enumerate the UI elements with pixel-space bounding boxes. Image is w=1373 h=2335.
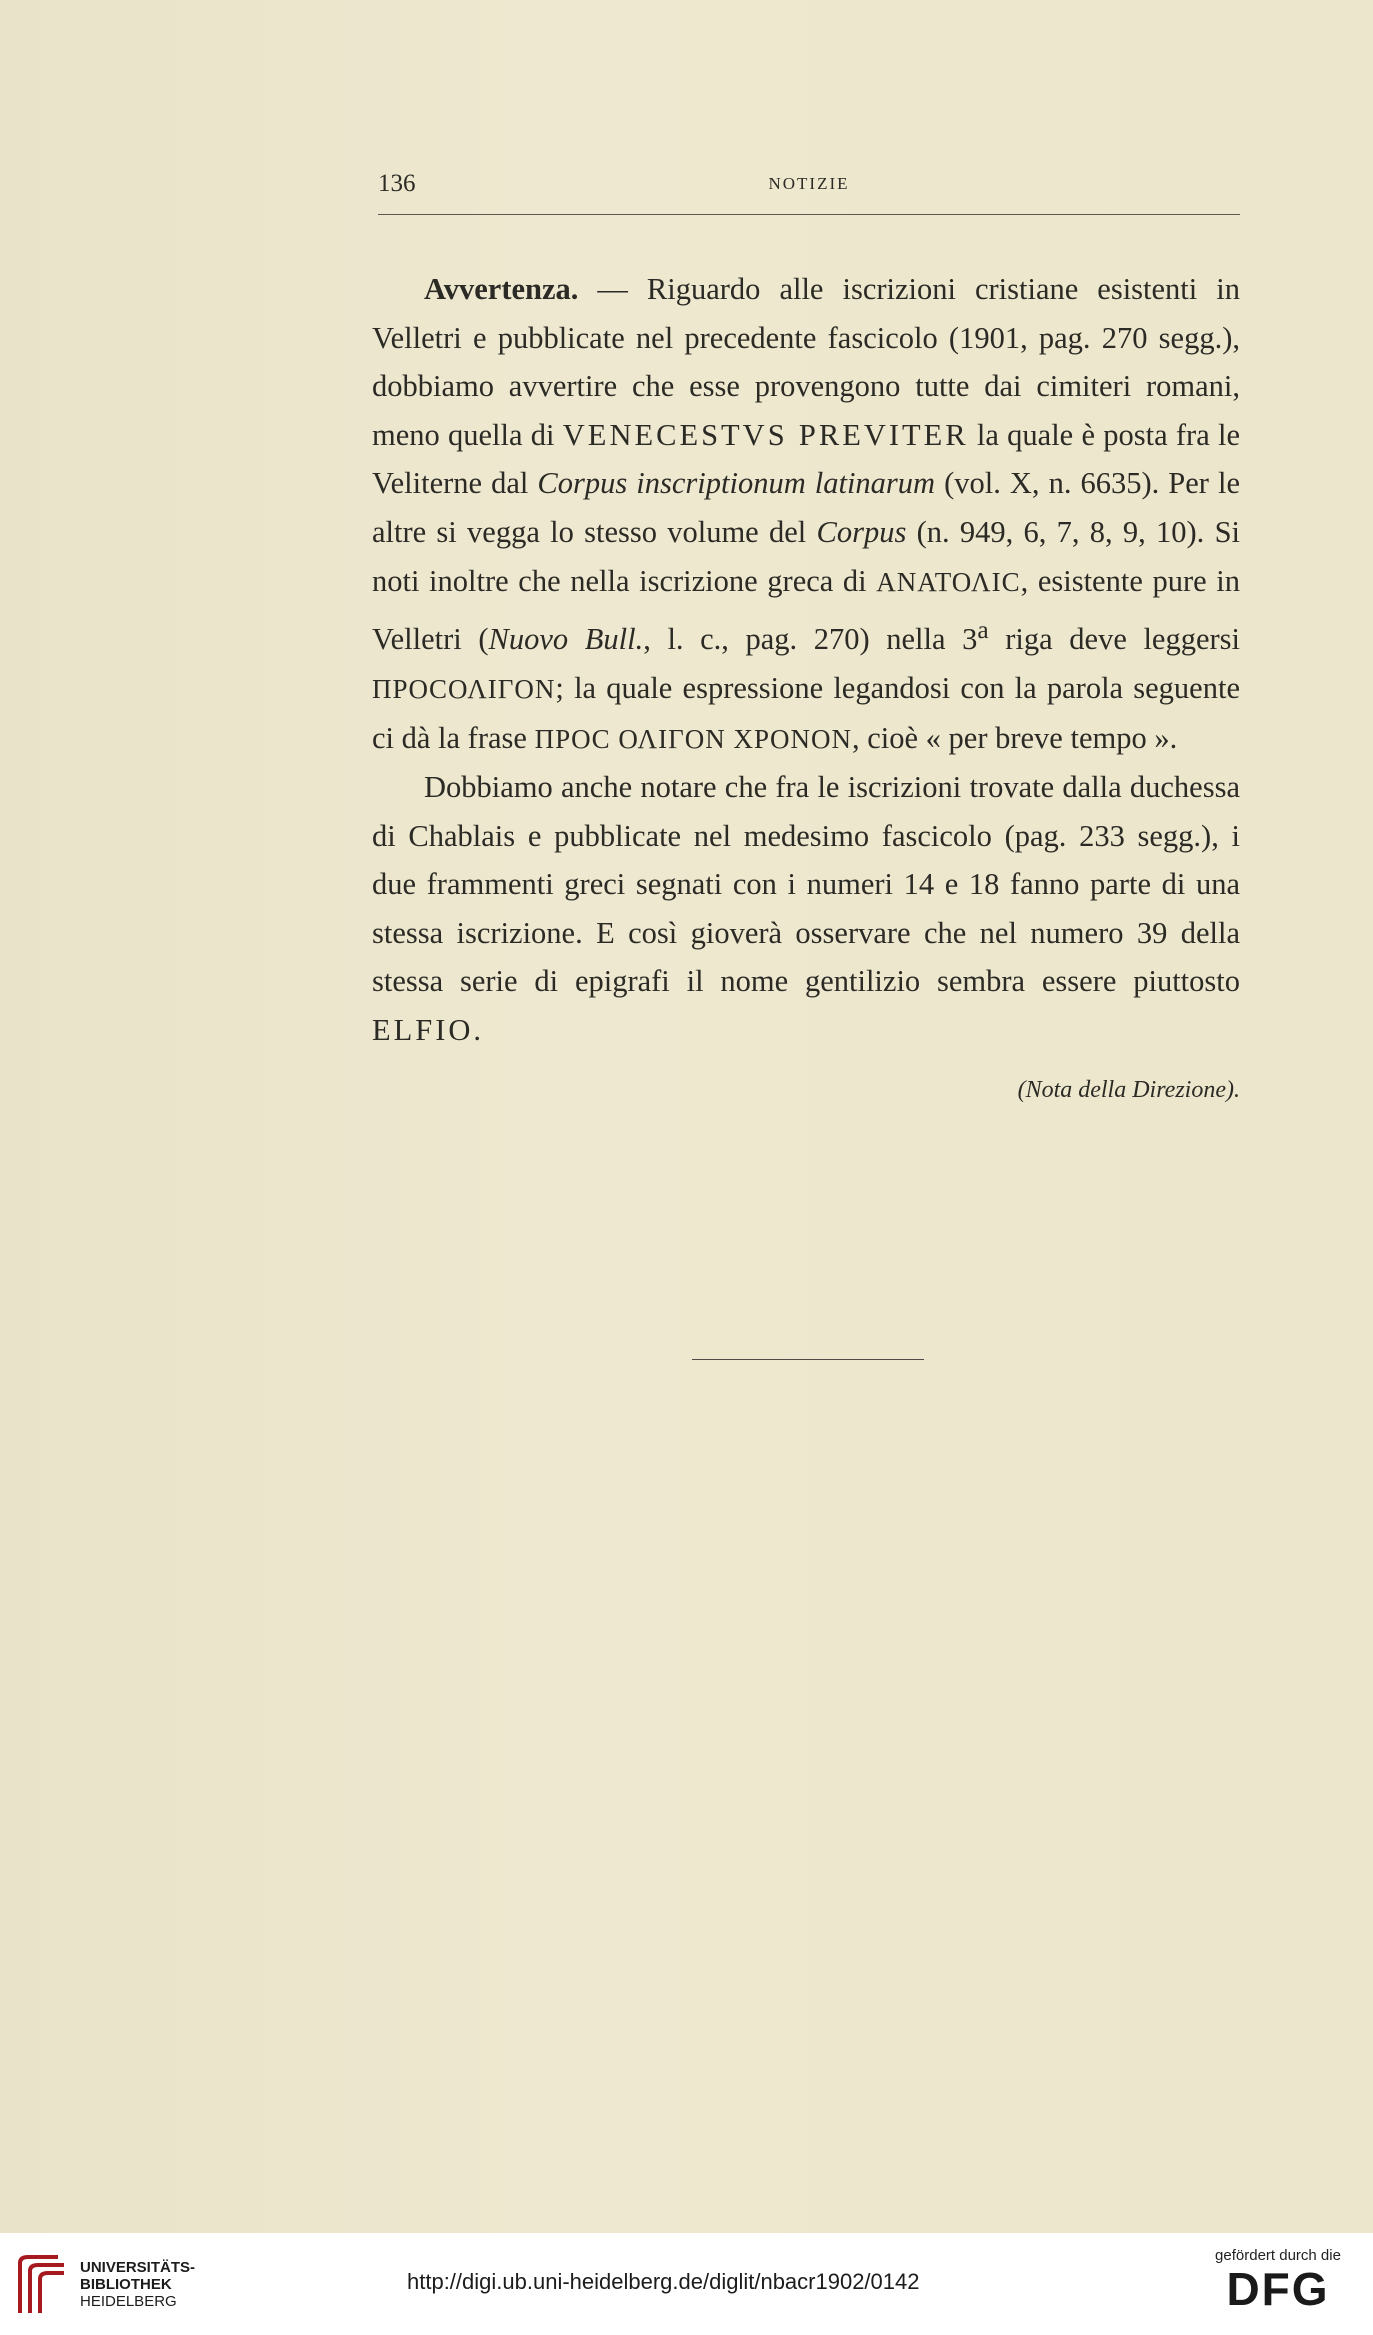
text-run: ( <box>1017 1077 1026 1103</box>
inscription-greek: ΠΡΟCΟΛΙΓΟΝ <box>372 673 556 704</box>
lead-word: Avvertenza. <box>424 272 579 306</box>
superscript: a <box>977 616 989 645</box>
library-line: BIBLIOTHEK <box>80 2276 172 2293</box>
paragraph-avvertenza <box>372 265 1240 763</box>
library-line: UNIVERSITÄTS- <box>80 2259 196 2276</box>
italic-title: Corpus <box>816 514 907 549</box>
text-run: — Riguardo alle iscrizioni cristiane esistenti in Velletri e pubblicate nel precedente fascicolo (1901, pag. 270 segg.), dobbiamo avvertire che esse provengono tutte dai cimiteri romani, meno quella di <box>372 272 1240 452</box>
editorial-note <box>372 1077 1240 1104</box>
text-run: (n. 949, 6, 7, 8, 9, 10). Si noti inoltre che nella iscrizione greca di <box>372 514 1241 598</box>
inscription-latin: ELFIO <box>372 1013 474 1048</box>
inscription-greek: ΠΡΟC ΟΛΙΓΟΝ ΧΡΟΝΟΝ <box>534 723 852 754</box>
text-run: Dobbiamo anche notare che fra le iscrizioni trovate dalla duchessa di Chablais e pubblicate nel medesimo fascicolo (pag. 233 segg.), i due frammenti greci segnati con i numeri 14 e 18 fanno parte di una stessa iscrizione. E così gioverà osservare che nel numero 39 della stessa serie di epigrafi il nome gentilizio sembra essere piuttosto <box>372 770 1240 999</box>
running-head: NOTIZIE <box>768 174 850 193</box>
text-run: (vol. X, n. 6635). Per le altre si vegga lo stesso volume del <box>372 466 1241 549</box>
page-number: 136 <box>378 170 416 197</box>
text-run: la quale è posta fra le Veliterne dal <box>372 417 1241 501</box>
library-line: HEIDELBERG <box>80 2293 177 2310</box>
inscription-latin: VENECESTVS PREVITER <box>562 417 969 452</box>
dfg-logo: DFG <box>1226 2263 1330 2315</box>
text-run: riga deve leggersi <box>988 622 1240 657</box>
library-name <box>80 2259 195 2310</box>
text-run: , l. c., pag. 270) nella 3 <box>643 622 978 657</box>
funding-credit <box>1203 2247 1353 2314</box>
footer-bar <box>0 2233 1373 2335</box>
permalink-url[interactable]: http://digi.ub.uni-heidelberg.de/diglit/nbacr1902/0142 <box>407 2269 920 2294</box>
note-author: Nota della Direzione <box>1025 1077 1226 1103</box>
text-run: , cioè « per breve tempo ». <box>852 720 1178 755</box>
library-logo-icon <box>14 2253 68 2319</box>
header-rule <box>378 214 1240 215</box>
article-body <box>372 265 1240 1055</box>
italic-title: Corpus inscriptionum latinarum <box>537 466 936 501</box>
page-header <box>378 170 1240 210</box>
section-end-rule <box>692 1359 924 1360</box>
text-run: , esistente pure in Velletri ( <box>372 563 1240 657</box>
italic-title: Nuovo Bull. <box>488 622 644 657</box>
text-run: ; la quale espressione legandosi con la parola seguente ci dà la frase <box>372 670 1240 755</box>
paragraph-chablais <box>372 763 1240 1055</box>
funding-label: gefördert durch die <box>1215 2247 1341 2264</box>
inscription-greek: ΑΝΑΤΟΛΙC <box>876 566 1021 597</box>
text-run: ). <box>1226 1077 1240 1103</box>
text-run: . <box>473 1013 482 1048</box>
